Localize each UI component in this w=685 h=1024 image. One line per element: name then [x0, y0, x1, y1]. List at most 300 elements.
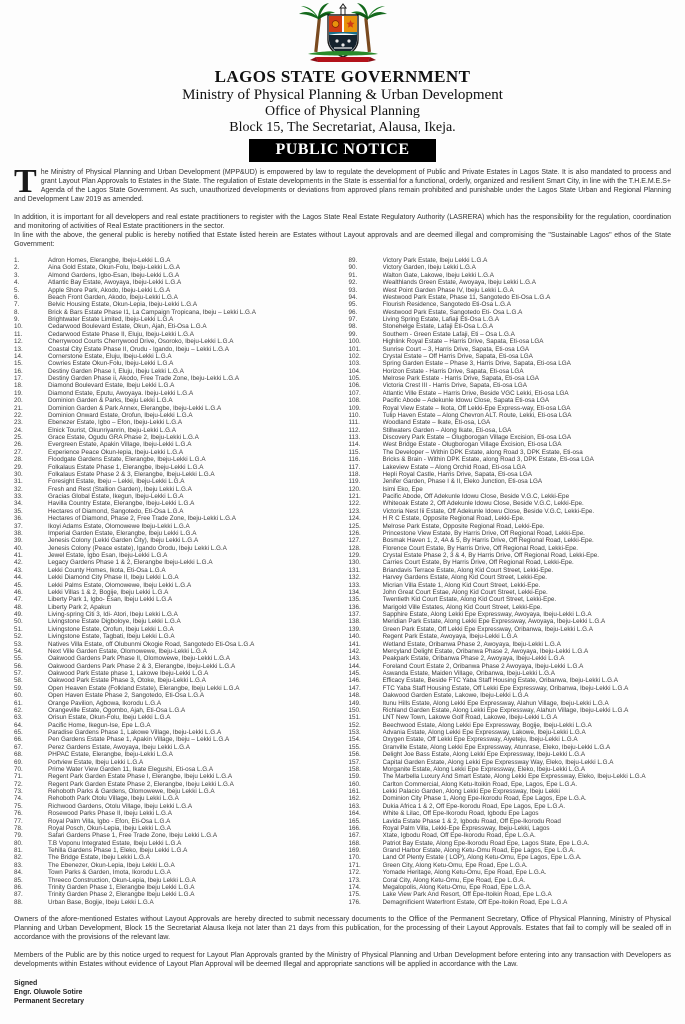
estate-name: Threeco Construction, Okun-Lepia, Ibeju Lekki L.G.A	[48, 876, 196, 884]
estate-number: 87.	[14, 891, 23, 899]
estate-name: Dominion Garden & Park Annex, Elerangbe, Ibeju-Lekki L.G.A	[48, 404, 222, 412]
estate-number: 129.	[348, 552, 361, 559]
estate-name: Lekki Villas 1 & 2, Bogije, Ibeju Lekki L.G.A	[48, 588, 169, 596]
estate-number: 65.	[14, 729, 23, 736]
estate-name: Hepli Royal Castle, Harris Drive, Sapata, Eti-osa LGA	[382, 470, 532, 478]
estate-item	[349, 493, 672, 500]
estate-item	[349, 810, 672, 817]
estate-name: Walton Gate, Lakowe, Ibeju Lekki L.G.A	[382, 271, 494, 279]
estate-name: Sapphire Estate, Along Lekki Epe Expressway, Awoyaya, Ibeju-Lekki L.G.A	[382, 611, 592, 618]
estate-name: Natives Villa Estate, off Olubunmi Okogie Road, Sangotedo Eti-Osa L.G.A	[48, 640, 255, 648]
estate-item	[349, 301, 672, 308]
estate-number: 141.	[348, 640, 361, 648]
estate-item	[349, 869, 672, 876]
estate-name: Cornerstone Estate, Eluju, Ibeju-Lekki L.G.A	[48, 352, 172, 360]
estate-item	[14, 257, 343, 264]
ministry-name: Ministry of Physical Planning & Urban Development	[182, 87, 503, 103]
estate-number: 40.	[14, 544, 23, 552]
estate-number: 161.	[348, 788, 361, 795]
estate-number: 144.	[348, 662, 361, 670]
estate-item	[14, 596, 343, 603]
estate-item	[349, 382, 672, 389]
estate-name: Royal Posch, Okun-Lepia, Ibeju Lekki L.G.A	[48, 824, 171, 832]
estate-item	[14, 515, 343, 522]
estate-name: Sunrise Court – 3, Harris Drive, Sapata, Eti-osa LGA	[382, 345, 530, 353]
estate-number: 1.	[14, 257, 20, 264]
estate-number: 33.	[14, 493, 23, 500]
estate-item	[349, 427, 672, 434]
estate-item	[14, 781, 343, 788]
estate-number: 145.	[348, 670, 361, 677]
estate-item	[14, 486, 343, 493]
estate-item	[349, 449, 672, 456]
estate-name: Foresight Estate, Ibeju – Lekki, Ibeju-Lekki L.G.A	[48, 478, 185, 486]
estate-item	[349, 884, 672, 891]
estate-name: FTC Yaba Staff Housing Estate, Off Lekki Epe Expressway, Oribanwa, Ibeju-Lekki L.G.A	[382, 684, 629, 692]
estate-number: 53.	[14, 640, 23, 648]
estate-number: 60.	[14, 692, 23, 700]
estate-number: 84.	[14, 869, 23, 877]
estate-name: Paradise Gardens Phase 1, Lakowe Village, Ibeju-Lekki L.G.A	[48, 729, 222, 736]
estate-item	[14, 818, 343, 825]
estate-name: Orisun Estate, Okun-Folu, Ibeju Lekki L.G.A	[48, 714, 171, 722]
estate-number: 173.	[348, 876, 361, 884]
estate-number: 24.	[14, 426, 23, 434]
estate-item	[14, 891, 343, 898]
estate-name: Dominion Garden & Parks, Ibeju Lekki L.G.A	[48, 397, 173, 405]
estate-number: 57.	[14, 670, 23, 677]
estate-item	[349, 419, 672, 426]
estate-item	[349, 257, 672, 264]
estate-number: 160.	[348, 780, 361, 788]
estate-item	[349, 788, 672, 795]
estate-number: 120.	[348, 485, 361, 493]
estate-name: Victoria Nest Iii Estate, Off Adekunle Idowu Close, Beside V.G.C, Lekki-Epe.	[382, 507, 595, 515]
estate-item	[14, 456, 343, 463]
estate-name: Richland Garden Estate, Along Lekki Epe Expressway, Alahun Village, Ibeju-Lekki L.G.A	[382, 706, 629, 714]
estate-item	[349, 825, 672, 832]
estate-name: Horizon Estate - Harris Drive, Sapata, Eti-osa LGA	[382, 367, 524, 375]
estate-number: 70.	[14, 765, 23, 773]
estate-number: 156.	[348, 751, 361, 759]
estate-name: Victory Garden, Ibeju Lekki L.G.A	[382, 264, 476, 272]
estate-item	[349, 346, 672, 353]
estate-item	[349, 582, 672, 589]
estate-item	[14, 493, 343, 500]
estate-number: 134.	[348, 588, 361, 596]
estate-name: Peakpark Estate, Oribanwa Phase 2, Awoyaya, Ibeju-Lekki L.G.A	[382, 655, 565, 663]
estate-number: 69.	[14, 758, 23, 766]
estate-name: Melrose Park Estate, Opposite Regional Road, Lekki-Epe.	[382, 522, 545, 530]
estate-number: 32.	[14, 485, 23, 493]
estate-item	[14, 899, 343, 906]
estate-name: Folkalaus Estate Phase 1, Elerangbe, Ibeju-Lekki L.G.A	[48, 463, 204, 471]
estate-name: Meridian Park Estate, Along Lekki Epe Expressway, Awoyaya, Ibeju-Lekki L.G.A	[382, 618, 606, 626]
estate-number: 48.	[14, 603, 23, 611]
estate-item	[14, 552, 343, 559]
estate-name: Cowries Estate Okun-Folu, Ibeju-Lekki L.G.A	[48, 360, 174, 368]
estate-number: 90.	[348, 264, 358, 272]
estate-name: Crystal Estate – Off Harris Drive, Sapata, Eti-osa LGA	[382, 352, 533, 360]
estate-name: Tulip Haven Estate – Along Chevron ALT. Route, Lekki, Eti-osa LGA	[382, 411, 572, 419]
estate-item	[14, 611, 343, 618]
estate-name: Imperial Garden Estate, Elerangbe, Ibeju Lekki L.G.A	[48, 529, 197, 537]
estate-name: Yomade Heritage, Along Ketu-Omu, Epe Road, Epe L.G.A.	[382, 869, 547, 877]
estate-number: 16.	[14, 367, 23, 375]
estate-name: Urban Base, Bogije, Ibeju Lekki L.G.A	[48, 898, 154, 906]
estate-list	[14, 257, 671, 906]
estate-item	[349, 670, 672, 677]
estate-name: John Great Court Estae, Along Kid Court Street, Lekki-Epe.	[382, 588, 548, 596]
estate-item	[349, 574, 672, 581]
estate-number: 22.	[14, 411, 23, 419]
estate-number: 71.	[14, 773, 23, 781]
estate-number: 125.	[348, 522, 361, 530]
estate-name: Orange Pavilion, Agbowa, Ikorodu L.G.A	[48, 699, 162, 707]
estate-name: Dominion Onward Estate, Orofun, Ibeju-Lekki L.G.A	[48, 411, 193, 419]
estate-number: 31.	[14, 478, 23, 486]
estate-name: Oakwood Park Estate phase 1, Lakowe Ibeju-Lekki L.G.A	[48, 670, 209, 677]
estate-number: 172.	[348, 869, 361, 877]
estate-item	[14, 862, 343, 869]
closing-paragraph-1: Owners of the afore-mentioned Estates without Layout Approvals are hereby directed to submit necessary documents to the Office of the Permanent Secretary, Office of Physical Planning, Ministry of Physical Planning and Urban Development, Block 15 the Secretariat Alausa Ikeja not later than 21 days from this publication, for the processing of their Layout Approvals. Estates that fail to comply will be sealed off in accordance with the provisions of the relevant law.	[14, 916, 671, 941]
estate-number: 158.	[348, 765, 361, 773]
estate-item	[14, 287, 343, 294]
estate-number: 41.	[14, 552, 23, 559]
estate-name: Ebenezer Estate, Igbo – Efon, Ibeju-Lekki L.G.A	[48, 419, 183, 427]
estate-name: Regent Park Estate, Awoyaya, Ibeju-Lekki L.G.A	[382, 633, 518, 641]
estate-item	[14, 316, 343, 323]
estate-number: 103.	[348, 360, 361, 368]
estate-item	[14, 419, 343, 426]
estate-item	[14, 700, 343, 707]
estate-number: 4.	[14, 279, 20, 287]
estate-item	[349, 390, 672, 397]
estate-number: 26.	[14, 441, 23, 449]
estate-name: Royal View Estate – Ikota, Off Lekki-Epe Express-way, Eti-osa LGA	[382, 404, 571, 412]
estate-item	[349, 744, 672, 751]
estate-item	[14, 751, 343, 758]
estate-item	[349, 611, 672, 618]
estate-number: 72.	[14, 780, 23, 788]
estate-number: 62.	[14, 706, 23, 714]
estate-name: Cedarwood Estate Phase II, Eluju, Ibeju-Lekki L.G.A	[48, 330, 194, 338]
estate-name: Cherrywood Courts Cherrywood Drive, Osoroko, Ibeju-Lekki L.G.A	[48, 338, 234, 346]
estate-name: Advania Estate, Along Lekki Epe Expressway, Lakowe, Ibeju-Lekki L.G.A	[382, 729, 586, 736]
estate-item	[14, 803, 343, 810]
estate-item	[14, 773, 343, 780]
estate-name: Bosmak Haven 1, 2, 4A & 5, By Harris Drive, Off Regional Road, Lekki-Epe.	[382, 537, 594, 545]
estate-number: 136.	[348, 603, 361, 611]
estate-item	[349, 729, 672, 736]
estate-item	[349, 773, 672, 780]
estate-name: Micrian Villa Estate 1, Along Kid Court Street, Lekki-Epe.	[382, 581, 541, 589]
estate-item	[14, 832, 343, 839]
estate-name: Royal Palm Villa, Lekki-Epe Expressway, Ibeju-Lekki, Lagos	[382, 824, 550, 832]
estate-item	[14, 500, 343, 507]
estate-item	[14, 854, 343, 861]
estate-column-right	[343, 257, 672, 906]
estate-item	[349, 795, 672, 802]
estate-number: 126.	[348, 529, 361, 537]
estate-item	[349, 781, 672, 788]
estate-number: 6.	[14, 293, 20, 301]
estate-name: Granville Estate, Along Lekki Epe Expressway, Atunrase, Eleko, Ibeju-Lekki L.G.A	[382, 743, 611, 751]
estate-number: 34.	[14, 500, 23, 508]
estate-number: 131.	[348, 566, 361, 574]
estate-number: 17.	[14, 375, 23, 382]
estate-number: 37.	[14, 522, 23, 530]
estate-number: 77.	[14, 817, 23, 825]
estate-item	[14, 722, 343, 729]
estate-name: Carries Court Estate, By Harris Drive, Off Regional Road, Lekki-Epe.	[382, 559, 574, 567]
estate-name: Land Of Plenty Estate ( LOP), Along Ketu-Omu, Epe Lagos, Epe L.G.A.	[382, 854, 582, 862]
estate-item	[349, 515, 672, 522]
estate-item	[349, 596, 672, 603]
estate-number: 7.	[14, 301, 20, 309]
estate-item	[349, 464, 672, 471]
estate-number: 44.	[14, 574, 23, 582]
estate-number: 9.	[14, 316, 20, 323]
estate-number: 118.	[348, 470, 361, 478]
estate-item	[14, 382, 343, 389]
estate-name: Gracias Global Estate, Ikegun, Ibeju-Lekki L.G.A	[48, 493, 184, 500]
estate-item	[349, 500, 672, 507]
estate-number: 2.	[14, 264, 20, 272]
estate-number: 97.	[348, 316, 358, 323]
estate-number: 52.	[14, 633, 23, 641]
estate-number: 170.	[348, 854, 361, 862]
estate-name: Foreland Court Estate 2, Oribanwa Phase 2 Awoyaya, Ibeju-Lekki L.G.A	[382, 662, 584, 670]
estate-name: Morganite Estate, Along Lekki Epe Expressway, Eleko, Ibeju-Lekki L.G.A	[382, 765, 586, 773]
estate-name: Victory Park Estate, Ibeju Lekki L.G.A	[382, 257, 488, 264]
estate-number: 10.	[14, 323, 23, 331]
estate-name: Adron Homes, Elerangbe, Ibeju-Lekki L.G.A	[48, 257, 171, 264]
estate-number: 148.	[348, 692, 361, 700]
estate-name: Princestone View Estate, By Harris Drive, Off Regional Road, Lekki-Epe.	[382, 529, 585, 537]
estate-number: 49.	[14, 611, 23, 618]
estate-item	[14, 626, 343, 633]
estate-name: Flourish Residence, Sangotedo Eti-Osa L.G.A	[382, 301, 511, 309]
estate-column-left	[14, 257, 343, 906]
estate-item	[349, 840, 672, 847]
estate-number: 99.	[348, 330, 358, 338]
estate-name: Wetland Estate, Oribanwa Phase 2, Awoyaya, Ibeju-Lekki L.G.A	[382, 640, 561, 648]
estate-name: Livingstone Estate, Orofun, Ibeju Lekki L.G.A	[48, 625, 174, 633]
estate-number: 111.	[348, 419, 360, 427]
estate-item	[349, 832, 672, 839]
estate-name: Highlink Royal Estate – Harris Drive, Sapata, Eti-osa LGA	[382, 338, 544, 346]
estate-item	[349, 508, 672, 515]
estate-item	[349, 537, 672, 544]
estate-name: Evergreen Estate, Apakin Village, Ibeju-Lekki L.G.A	[48, 441, 192, 449]
estate-name: Brick & Bars Estate Phase I1, La Campaign Tropicana, Ibeju – Lekki L.G.A	[48, 308, 256, 316]
estate-item	[349, 309, 672, 316]
estate-item	[14, 633, 343, 640]
estate-name: Living Spring Estate, Lafiaji Eti-Osa L.G.A	[382, 316, 500, 323]
estate-number: 174.	[348, 883, 361, 891]
estate-name: Discovery Park Estate – Olugborogan Village Excision, Eti-osa LGA	[382, 434, 572, 441]
estate-name: Wealthlands Green Estate, Awoyaya, Ibeju Lekki L.G.A	[382, 279, 536, 287]
estate-name: Woodland Estate – Ikate, Eti-osa, LGA	[382, 419, 491, 427]
closing-paragraph-2: Members of the Public are by this notice urged to request for Layout Plan Approvals granted by the Ministry of Physical Planning and Urban Development before entering into any transaction with Developers as developments within Estates without evidence of Layout Plan Approval will be deemed Illegal and appropriate sanctions will be applied in accordance with the Law.	[14, 952, 671, 968]
estate-item	[14, 869, 343, 876]
estate-item	[349, 523, 672, 530]
estate-number: 155.	[348, 743, 361, 751]
estate-number: 46.	[14, 588, 23, 596]
estate-name: Destiny Garden Phase ii, Akodo, Free Trade Zone, Ibeju-Lekki L.G.A	[48, 375, 240, 382]
estate-item	[349, 412, 672, 419]
estate-name: Dukia Africa 1 & 2, Off Epe-Ikorodu Road, Epe Lagos, Epe L.G.A.	[382, 802, 566, 810]
estate-name: Ikoyi Adams Estate, Olomowewe Ibeju-Lekki L.G.A	[48, 522, 190, 530]
estate-item	[349, 766, 672, 773]
estate-item	[14, 545, 343, 552]
estate-item	[14, 877, 343, 884]
estate-name: Belvic Housing Estate, Okun-Lepia, Ibeju-Lekki L.G.A	[48, 301, 198, 309]
estate-item	[14, 464, 343, 471]
estate-number: 21.	[14, 404, 23, 412]
estate-item	[14, 692, 343, 699]
estate-name: Apple Shore Park, Akodo, Ibeju-Lekki L.G.A	[48, 286, 171, 294]
estate-number: 113.	[348, 434, 361, 441]
estate-number: 11.	[14, 330, 23, 338]
estate-item	[349, 323, 672, 330]
estate-item	[14, 574, 343, 581]
estate-item	[14, 375, 343, 382]
government-title: LAGOS STATE GOVERNMENT	[214, 67, 471, 86]
estate-name: Floodgate Gardens Estate, Elerangbe, Ibeju-Lekki L.G.A	[48, 456, 206, 464]
estate-item	[14, 663, 343, 670]
estate-item	[14, 368, 343, 375]
estate-number: 147.	[348, 684, 361, 692]
estate-name: Efficacy Estate, Beside FTC Yaba Staff Housing Estate, Oribanwa, Ibeju-Lekki L.G.A	[382, 677, 618, 685]
estate-number: 153.	[348, 729, 361, 736]
intro-paragraph-3: In line with the above, the general public is hereby notified that Estate listed herein are Estates without Layout approvals and are deemed illegal and compromising the "Sustainable Lagos" ethos of the State Government:	[14, 232, 671, 248]
estate-number: 93.	[348, 286, 358, 294]
estate-item	[14, 523, 343, 530]
estate-item	[349, 899, 672, 906]
intro-paragraph-1-text: he Ministry of Physical Planning and Urban Development (MPP&UD) is empowered by law to regulate the development of Public and Private Estates in Lagos State. It is also mandated to process and grant Layout Plan Approvals to Estates in the State. The regulation of Estate developments in the State is essential for a functional, orderly, organized and resilient Smart City, in line with the T.H.E.M.E.S+ Agenda of the Lagos State Government. As such, unauthorized developments or deviations from approved plans remain prohibited and punishable under the Lagos State Urban and Regional Planning and Development Law 2019 as amended.	[14, 169, 671, 203]
estate-item	[349, 589, 672, 596]
estate-item	[14, 810, 343, 817]
estate-name: Itunu Hills Estate, Along Lekki Epe Expressway, Alahun Village, Ibeju-Lekki L.G.A	[382, 699, 609, 707]
estate-name: Atlantic Bay Estate, Awoyaya, Ibeju-Lekki L.G.A	[48, 279, 182, 287]
estate-name: Harvey Gardens Estate, Along Kid Court Street, Lekki-Epe.	[382, 574, 547, 582]
estate-name: Victoria Crest III - Harris Drive, Sapata, Eti-osa LGA	[382, 382, 527, 390]
estate-name: Living-spring Citi 3, Idi- Atori, Ibeju Lekki L.G.A	[48, 611, 178, 618]
estate-name: Beechwood Estate, Along Lekki Epe Expressway, Bogije, Ibeju-Lekki L.G.A	[382, 721, 592, 729]
estate-item	[349, 641, 672, 648]
estate-name: Jewel Estate, Igbo Esan, Ibeju-Lekki L.G.A	[48, 552, 168, 559]
estate-item	[14, 390, 343, 397]
estate-name: Florence Court Estate, By Harris Drive, Off Regional Road, Lekki-Epe.	[382, 544, 579, 552]
estate-number: 117.	[348, 463, 361, 471]
estate-number: 85.	[14, 876, 23, 884]
estate-name: Diamond Estate, Eputu, Awoyaya. Ibeju-Lekki L.G.A	[48, 389, 194, 397]
estate-item	[349, 279, 672, 286]
estate-item	[14, 884, 343, 891]
estate-name: Rosewood Parks Phase II, Ibeju Lekki L.G.A	[48, 810, 172, 818]
estate-item	[14, 825, 343, 832]
estate-number: 122.	[348, 500, 361, 508]
estate-number: 35.	[14, 507, 23, 515]
estate-item	[349, 478, 672, 485]
estate-item	[349, 685, 672, 692]
estate-item	[349, 877, 672, 884]
estate-number: 55.	[14, 655, 23, 663]
estate-name: Oxygen Estate, Off Lekki Epe Expressway, Aiyeteju, Ibeju-Lekki L.G.A	[382, 736, 578, 744]
estate-number: 114.	[348, 441, 361, 449]
estate-number: 75.	[14, 802, 23, 810]
estate-number: 19.	[14, 389, 23, 397]
estate-number: 127.	[348, 537, 361, 545]
estate-item	[349, 648, 672, 655]
estate-item	[349, 353, 672, 360]
estate-name: Grace Estate, Ogudu GRA Phase 2, Ibeju-Lekki L.G.A	[48, 434, 199, 441]
estate-name: Lavida Estate Phase 1 & 2, Igbodu Road, Off Epe-Ikorodu Road	[382, 817, 561, 825]
estate-item	[14, 478, 343, 485]
estate-number: 110.	[348, 411, 361, 419]
estate-number: 80.	[14, 839, 23, 847]
estate-item	[349, 604, 672, 611]
estate-item	[14, 279, 343, 286]
estate-name: Marigold Ville Estates, Along Kid Court Street, Lekki-Epe.	[382, 603, 542, 611]
estate-item	[349, 530, 672, 537]
estate-name: Cedarwood Boulevard Estate, Okun, Ajah, Eti-Osa L.G.A	[48, 323, 207, 331]
estate-name: Mercyland Delight Estate, Oribanwa Phase 2, Awoyaya, Ibeju-Lekki L.G.A	[382, 647, 589, 655]
estate-name: Whiteoak Estate 2, Off Adekunle Idowu Close, Beside V.G.C, Lekki-Epe.	[382, 500, 584, 508]
estate-name: Oakwood Garden Estate, Lakowe, Ibeju-Lekki L.G.A	[382, 692, 529, 700]
estate-name: Rehoboth Parks & Gardens, Olomowewe, Ibeju Lekki L.G.A	[48, 788, 215, 795]
closing-section	[14, 915, 671, 1006]
estate-name: LNT New Town, Lakowe Golf Road, Lakowe, Ibeju-Lekki L.G.A	[382, 714, 558, 722]
estate-number: 66.	[14, 736, 23, 744]
estate-item	[14, 677, 343, 684]
estate-name: West Bridge Estate - Olugborogan Village Excision, Eti-osa LGA	[382, 441, 562, 449]
estate-number: 135.	[348, 596, 361, 604]
estate-number: 163.	[348, 802, 361, 810]
estate-item	[14, 589, 343, 596]
estate-name: Delight Joe Bass Estate, Along Lekki Epe Expressway, Ibeju-Lekki L.G.A	[382, 751, 586, 759]
estate-item	[349, 331, 672, 338]
estate-item	[14, 338, 343, 345]
estate-name: Trinity Garden Phase 1, Elerangbe Ibeju Lekki L.G.A	[48, 883, 195, 891]
estate-number: 100.	[348, 338, 361, 346]
estate-item	[349, 655, 672, 662]
estate-number: 61.	[14, 699, 23, 707]
estate-number: 101.	[348, 345, 361, 353]
estate-number: 104.	[348, 367, 361, 375]
estate-name: Dominion City Phase 1, Along Epe-Ikorodu Road, Epe Lagos, Epe L.G.A.	[382, 795, 587, 803]
estate-number: 152.	[348, 721, 361, 729]
estate-name: Diamond Boulevard Estate, Ibeju Lekki L.G.A	[48, 382, 175, 390]
signature-block	[14, 979, 671, 1006]
estate-number: 121.	[348, 493, 361, 500]
estate-number: 8.	[14, 308, 20, 316]
estate-name: Demagnificient Waterfront Estate, Off Epe-Itoikin Road, Epe L.G.A	[382, 898, 568, 906]
estate-name: Westwood Park Estate, Phase 11, Sangotedo Eti-Osa L.G.A	[382, 293, 551, 301]
estate-number: 96.	[348, 308, 358, 316]
estate-number: 86.	[14, 883, 23, 891]
estate-item	[349, 486, 672, 493]
estate-item	[14, 427, 343, 434]
estate-number: 73.	[14, 788, 23, 795]
estate-item	[14, 582, 343, 589]
estate-item	[14, 301, 343, 308]
estate-number: 25.	[14, 434, 23, 441]
estate-name: The Bridge Estate, Ibeju Lekki L.G.A	[48, 854, 150, 862]
estate-number: 142.	[348, 647, 361, 655]
